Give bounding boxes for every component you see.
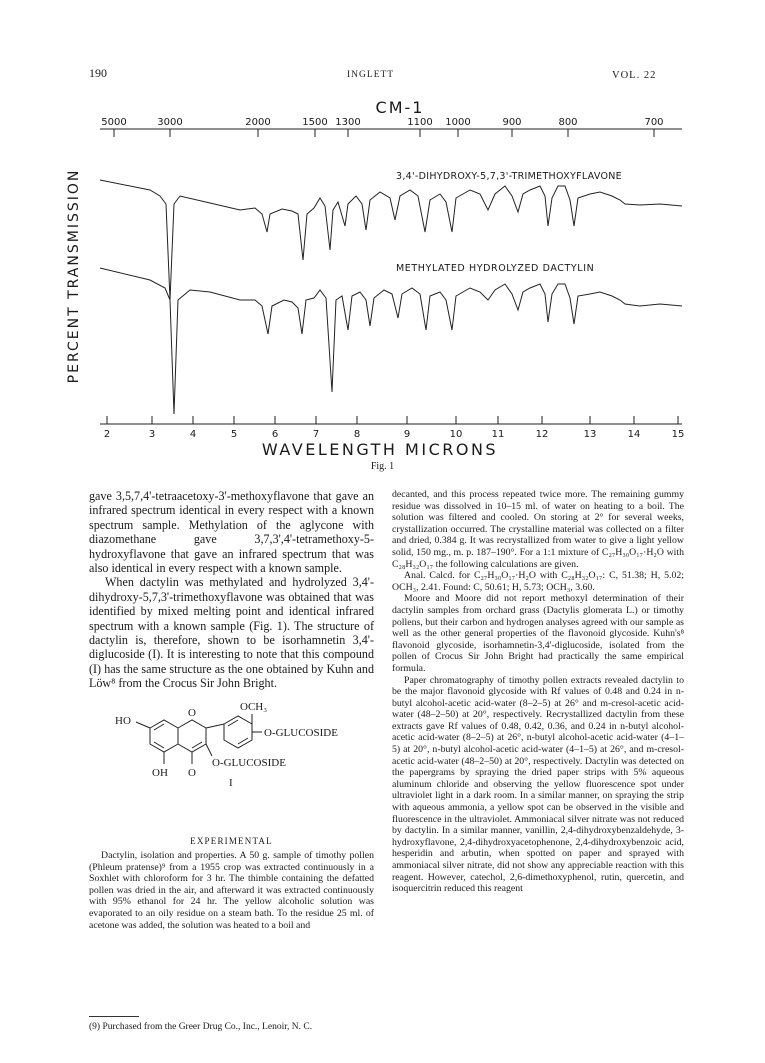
spectrum-curve-reference — [100, 180, 682, 300]
structure-ring-o: O — [188, 707, 196, 719]
axis-tick-label: 10 — [449, 429, 463, 440]
page-number: 190 — [89, 66, 107, 80]
structure-och3: OCH₃ — [240, 701, 268, 713]
axis-tick-label: 6 — [271, 429, 279, 440]
structure-label: I — [229, 777, 233, 789]
top-axis-ticks — [114, 129, 654, 137]
axis-tick-label: 5000 — [101, 117, 127, 128]
section-heading-experimental: EXPERIMENTAL — [190, 836, 273, 846]
structure-ho: HO — [115, 715, 131, 727]
paragraph: Anal. Calcd. for C₂₇H₃₀O₁₇·H₂O with C₂₈H₃₂O₁₇: C, 51.38; H, 5.02; OCH₃, 2.41. Found: C, 50.61; H, 5.73; OCH₃, 3.60. — [392, 570, 684, 593]
curve-label-reference: 3,4'-DIHYDROXY-5,7,3'-TRIMETHOXYFLAVONE — [396, 171, 622, 182]
paragraph: Dactylin, isolation and properties. A 50 g. sample of timothy pollen (Phleum pratense)⁹ from a 1955 crop was extracted continuously in a Soxhlet with chloroform for 3 hr. The thimble containing the defatted pollen was dried in the air, and afterward it was extracted continuously with 95% ethanol for 24 hr. The yellow alcoholic solution was evaporated to an oily residue on a steam bath. To the residue 25 ml. of acetone was added, the solution was heated to a boil and — [89, 850, 374, 931]
axis-tick-label: 13 — [583, 429, 597, 440]
axis-tick-label: 700 — [644, 117, 664, 128]
axis-tick-label: 15 — [671, 429, 685, 440]
bottom-axis-tick-labels — [104, 429, 685, 440]
axis-tick-label: 1300 — [335, 117, 361, 128]
footnote-rule — [89, 1016, 139, 1017]
axis-tick-label: 8 — [353, 429, 361, 440]
paragraph: When dactylin was methylated and hydrolyzed 3,4'-dihydroxy-5,7,3'-trimethoxyflavone was obtained that was identified by mixed melting point and identical infrared spectrum with a known sample (Fig. 1). The structure of dactylin is, therefore, shown to be isorhamnetin 3,4'-diglucoside (I). It is interesting to note that this compound (I) has the same structure as the one obtained by Kuhn and Löw⁸ from the Crocus Sir John Bright. — [89, 575, 374, 691]
structure-glucoside-top: O-GLUCOSIDE — [264, 727, 338, 739]
running-head-volume: VOL. 22 — [612, 70, 657, 81]
axis-tick-label: 11 — [491, 429, 505, 440]
body-text-experimental — [89, 850, 374, 931]
axis-tick-label: 3000 — [157, 117, 183, 128]
axis-tick-label: 7 — [312, 429, 320, 440]
paragraph: decanted, and this process repeated twice more. The remaining gummy residue was dissolved in 10–15 ml. of water on heating to a boil. The solution was filtered and cooled. On storing at 2° for several weeks, crystallization occurred. The crystalline material was collected on a filter and dried, 0.384 g. It was recrystallized from water to give a light yellow solid, 150 mg., m. p. 187–190°. For a 1:1 mixture of C₂₇H₃₀O₁₇·H₂O with C₂₈H₃₂O₁₇ the following calculations are given. — [392, 489, 684, 570]
axis-tick-label: 1000 — [445, 117, 471, 128]
axis-tick-label: 12 — [535, 429, 549, 440]
footnote: (9) Purchased from the Greer Drug Co., Inc., Lenoir, N. C. — [89, 1022, 313, 1032]
axis-tick-label: 2 — [103, 429, 111, 440]
body-text-left — [89, 489, 374, 691]
figure-caption: Fig. 1 — [370, 461, 395, 472]
curve-label-methylated: METHYLATED HYDROLYZED DACTYLIN — [396, 263, 595, 274]
structure-oh: OH — [152, 767, 168, 779]
axis-tick-label: 800 — [558, 117, 578, 128]
axis-tick-label: 1500 — [302, 117, 328, 128]
paragraph: gave 3,5,7,4'-tetraacetoxy-3'-methoxyflavone that gave an infrared spectrum identical in every respect with a known spectrum sample. Methylation of the aglycone with diazomethane gave 3,7,3',4'-tetramethoxy-5-hydroxyflavone that gave an infrared spectrum that was also identical in every respect with a known sample. — [89, 489, 374, 576]
paragraph: Paper chromatography of timothy pollen extracts revealed dactylin to be the major flavonoid glycoside with Rf values of 0.48 and 0.24 in n-butyl alcohol-acetic acid-water (8–2–5) at 26° and m-cresol-acetic acid-water (48–2–50) at 20°, respectively. Recrystallized dactylin from these extracts gave Rf values of 0.48, 0.42, 0.36, and 0.24 in n-butyl alcohol-acetic acid-water (8–2–5) at 26°, n-butyl alcohol-acetic acid-water (4–1–5) at 20°, n-butyl alcohol-acetic acid-water (4–1–5) at 26°, and m-cresol-acetic acid-water (48–2–50) at 20°, respectively. Dactylin was detected on the papergrams by spraying the dried paper strips with 5% aqueous aluminum chloride and observing the yellow fluorescence spot under ultraviolet light in a dark room. In a similar manner, on spraying the strip with aqueous ammonia, a yellow spot can be observed in the visible and fluorescence in the ultraviolet. Ammoniacal silver nitrate was not reduced by dactylin. In a similar manner, vanillin, 2,4-dihydroxybenzaldehyde, 3-hydroxyflavone, 2,4-dihydroxyacetophenone, 2,4-dihydroxybenzoic acid, hesperidin and arbutin, when spotted on paper and sprayed with ammoniacal silver nitrate, did not show any appreciable reaction with this reagent. However, catechol, 2,6-dimethoxyphenol, rutin, quercetin, and isoquercitrin reduced this reagent — [392, 674, 684, 895]
axis-tick-label: 3 — [148, 429, 156, 440]
structure-glucoside-bottom: O-GLUCOSIDE — [212, 757, 286, 769]
axis-tick-label: 4 — [189, 429, 197, 440]
axis-tick-label: 2000 — [245, 117, 271, 128]
body-text-right — [392, 489, 684, 895]
running-head-author: INGLETT — [347, 70, 395, 80]
axis-tick-label: 1100 — [407, 117, 433, 128]
ir-spectrum-figure — [0, 0, 765, 480]
axis-tick-label: 14 — [627, 429, 641, 440]
structure-carbonyl-o: O — [188, 767, 196, 779]
axis-tick-label: 5 — [230, 429, 238, 440]
x-axis-label: WAVELENGTH MICRONS — [261, 440, 499, 459]
top-axis-tick-labels — [101, 117, 663, 128]
paragraph: Moore and Moore did not report methoxyl determination of their dactylin samples from orchard grass (Dactylis glomerata L.) or timothy pollens, but their carbon and hydrogen analyses agreed with our sample as well as the other general properties of the flavonoid glycoside. Kuhn's⁸ flavonoid glycoside, isorhamnetin-3,4'-diglucoside, isolated from the pollen of Crocus Sir John Bright had practically the same empirical formula. — [392, 593, 684, 674]
bottom-axis-ticks — [107, 416, 678, 424]
y-axis-label: PERCENT TRANSMISSION — [66, 168, 82, 384]
spectrum-curve-methylated — [100, 268, 682, 414]
axis-tick-label: 9 — [403, 429, 411, 440]
top-axis-unit: CM-1 — [375, 98, 425, 117]
axis-tick-label: 900 — [502, 117, 522, 128]
chemical-structure-dactylin — [112, 700, 372, 825]
